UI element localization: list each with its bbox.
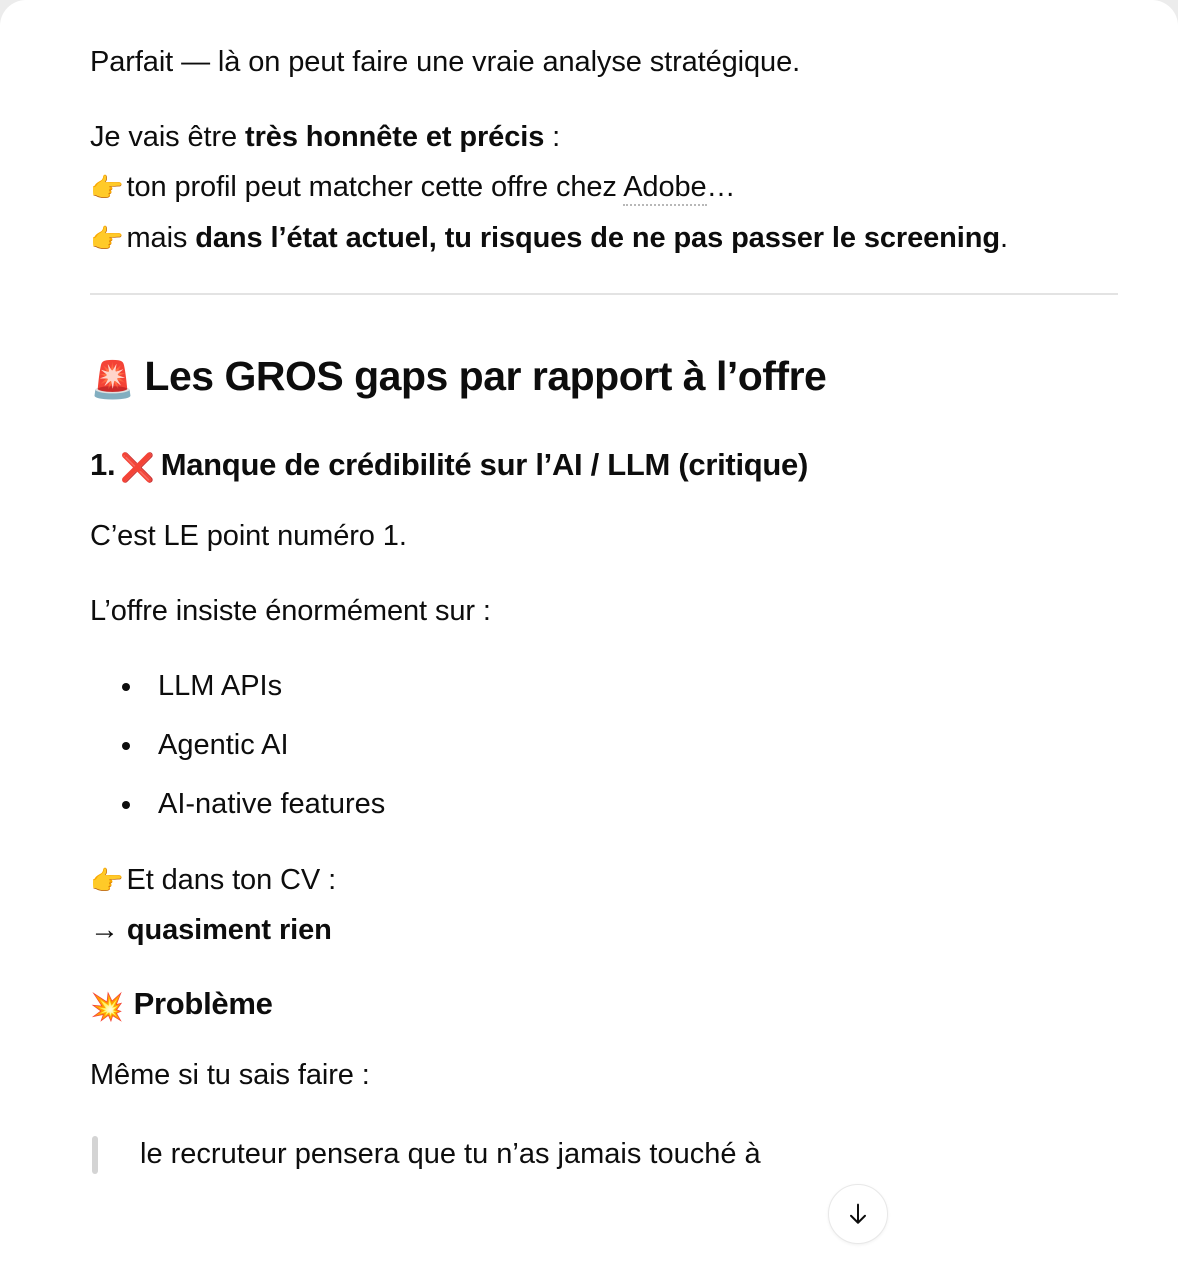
list-item: [122, 725, 1118, 766]
cv-lead-in-text: Et dans ton CV :: [126, 863, 337, 896]
cross-mark-icon: ❌: [120, 450, 155, 484]
adobe-term[interactable]: Adobe: [623, 171, 706, 206]
gap-item-1-paragraph-1: C’est LE point numéro 1.: [90, 519, 407, 552]
collision-icon: 💥: [90, 992, 124, 1024]
gap-item-1-number: 1.: [90, 446, 116, 482]
rotating-light-icon: 🚨: [90, 358, 135, 401]
scroll-to-bottom-button[interactable]: [828, 1184, 888, 1244]
intro-point-2: [90, 218, 1118, 259]
recruiter-quote-text: le recruteur pensera que tu n’as jamais touché à: [140, 1138, 761, 1171]
intro-point-1-prefix: ton profil peut matcher cette offre chez: [126, 171, 624, 204]
problem-heading: [90, 985, 1118, 1025]
honesty-suffix: :: [544, 121, 561, 154]
gap-item-1-heading: [90, 446, 1118, 486]
problem-heading-text: Problème: [133, 986, 273, 1022]
intro-point-2-prefix: mais: [126, 221, 196, 254]
section-heading: [90, 351, 1118, 402]
cv-lead-in: [90, 860, 1118, 901]
intro-point-1-suffix: …: [706, 171, 736, 204]
section-divider: [90, 293, 1118, 295]
honesty-bold: très honnête et précis: [245, 121, 545, 154]
list-item: [122, 666, 1118, 707]
gap-item-1-title: Manque de crédibilité sur l’AI / LLM (critique): [160, 446, 809, 482]
intro-line-1: Parfait — là on peut faire une vraie analyse stratégique.: [90, 46, 801, 78]
intro-point-1: [90, 167, 1118, 208]
problem-paragraph: Même si tu sais faire :: [90, 1059, 370, 1092]
honesty-prefix: Je vais être: [90, 121, 246, 154]
intro-paragraph: [90, 42, 1118, 83]
honesty-lead-in: [90, 117, 1118, 158]
list-item-label: Agentic AI: [158, 729, 289, 762]
list-item: [122, 784, 1118, 825]
bottom-spacer: [90, 1180, 1118, 1220]
arrow-down-icon: [844, 1200, 872, 1228]
pointing-finger-icon: 👉: [90, 865, 124, 897]
intro-point-2-suffix: .: [999, 221, 1008, 254]
pointing-finger-icon: 👉: [90, 173, 124, 205]
list-item-label: LLM APIs: [158, 670, 283, 703]
pointing-finger-icon: 👉: [90, 223, 124, 255]
cv-result: → quasiment rien: [90, 913, 332, 946]
offer-requirements-list: [90, 666, 1118, 826]
recruiter-quote: [90, 1130, 1118, 1179]
gap-item-1-paragraph-2: L’offre insiste énormément sur :: [90, 594, 491, 627]
intro-point-2-bold: dans l’état actuel, tu risques de ne pas passer le screening: [195, 221, 1000, 254]
list-item-label: AI-native features: [158, 788, 386, 821]
section-heading-text: Les GROS gaps par rapport à l’offre: [144, 352, 827, 399]
